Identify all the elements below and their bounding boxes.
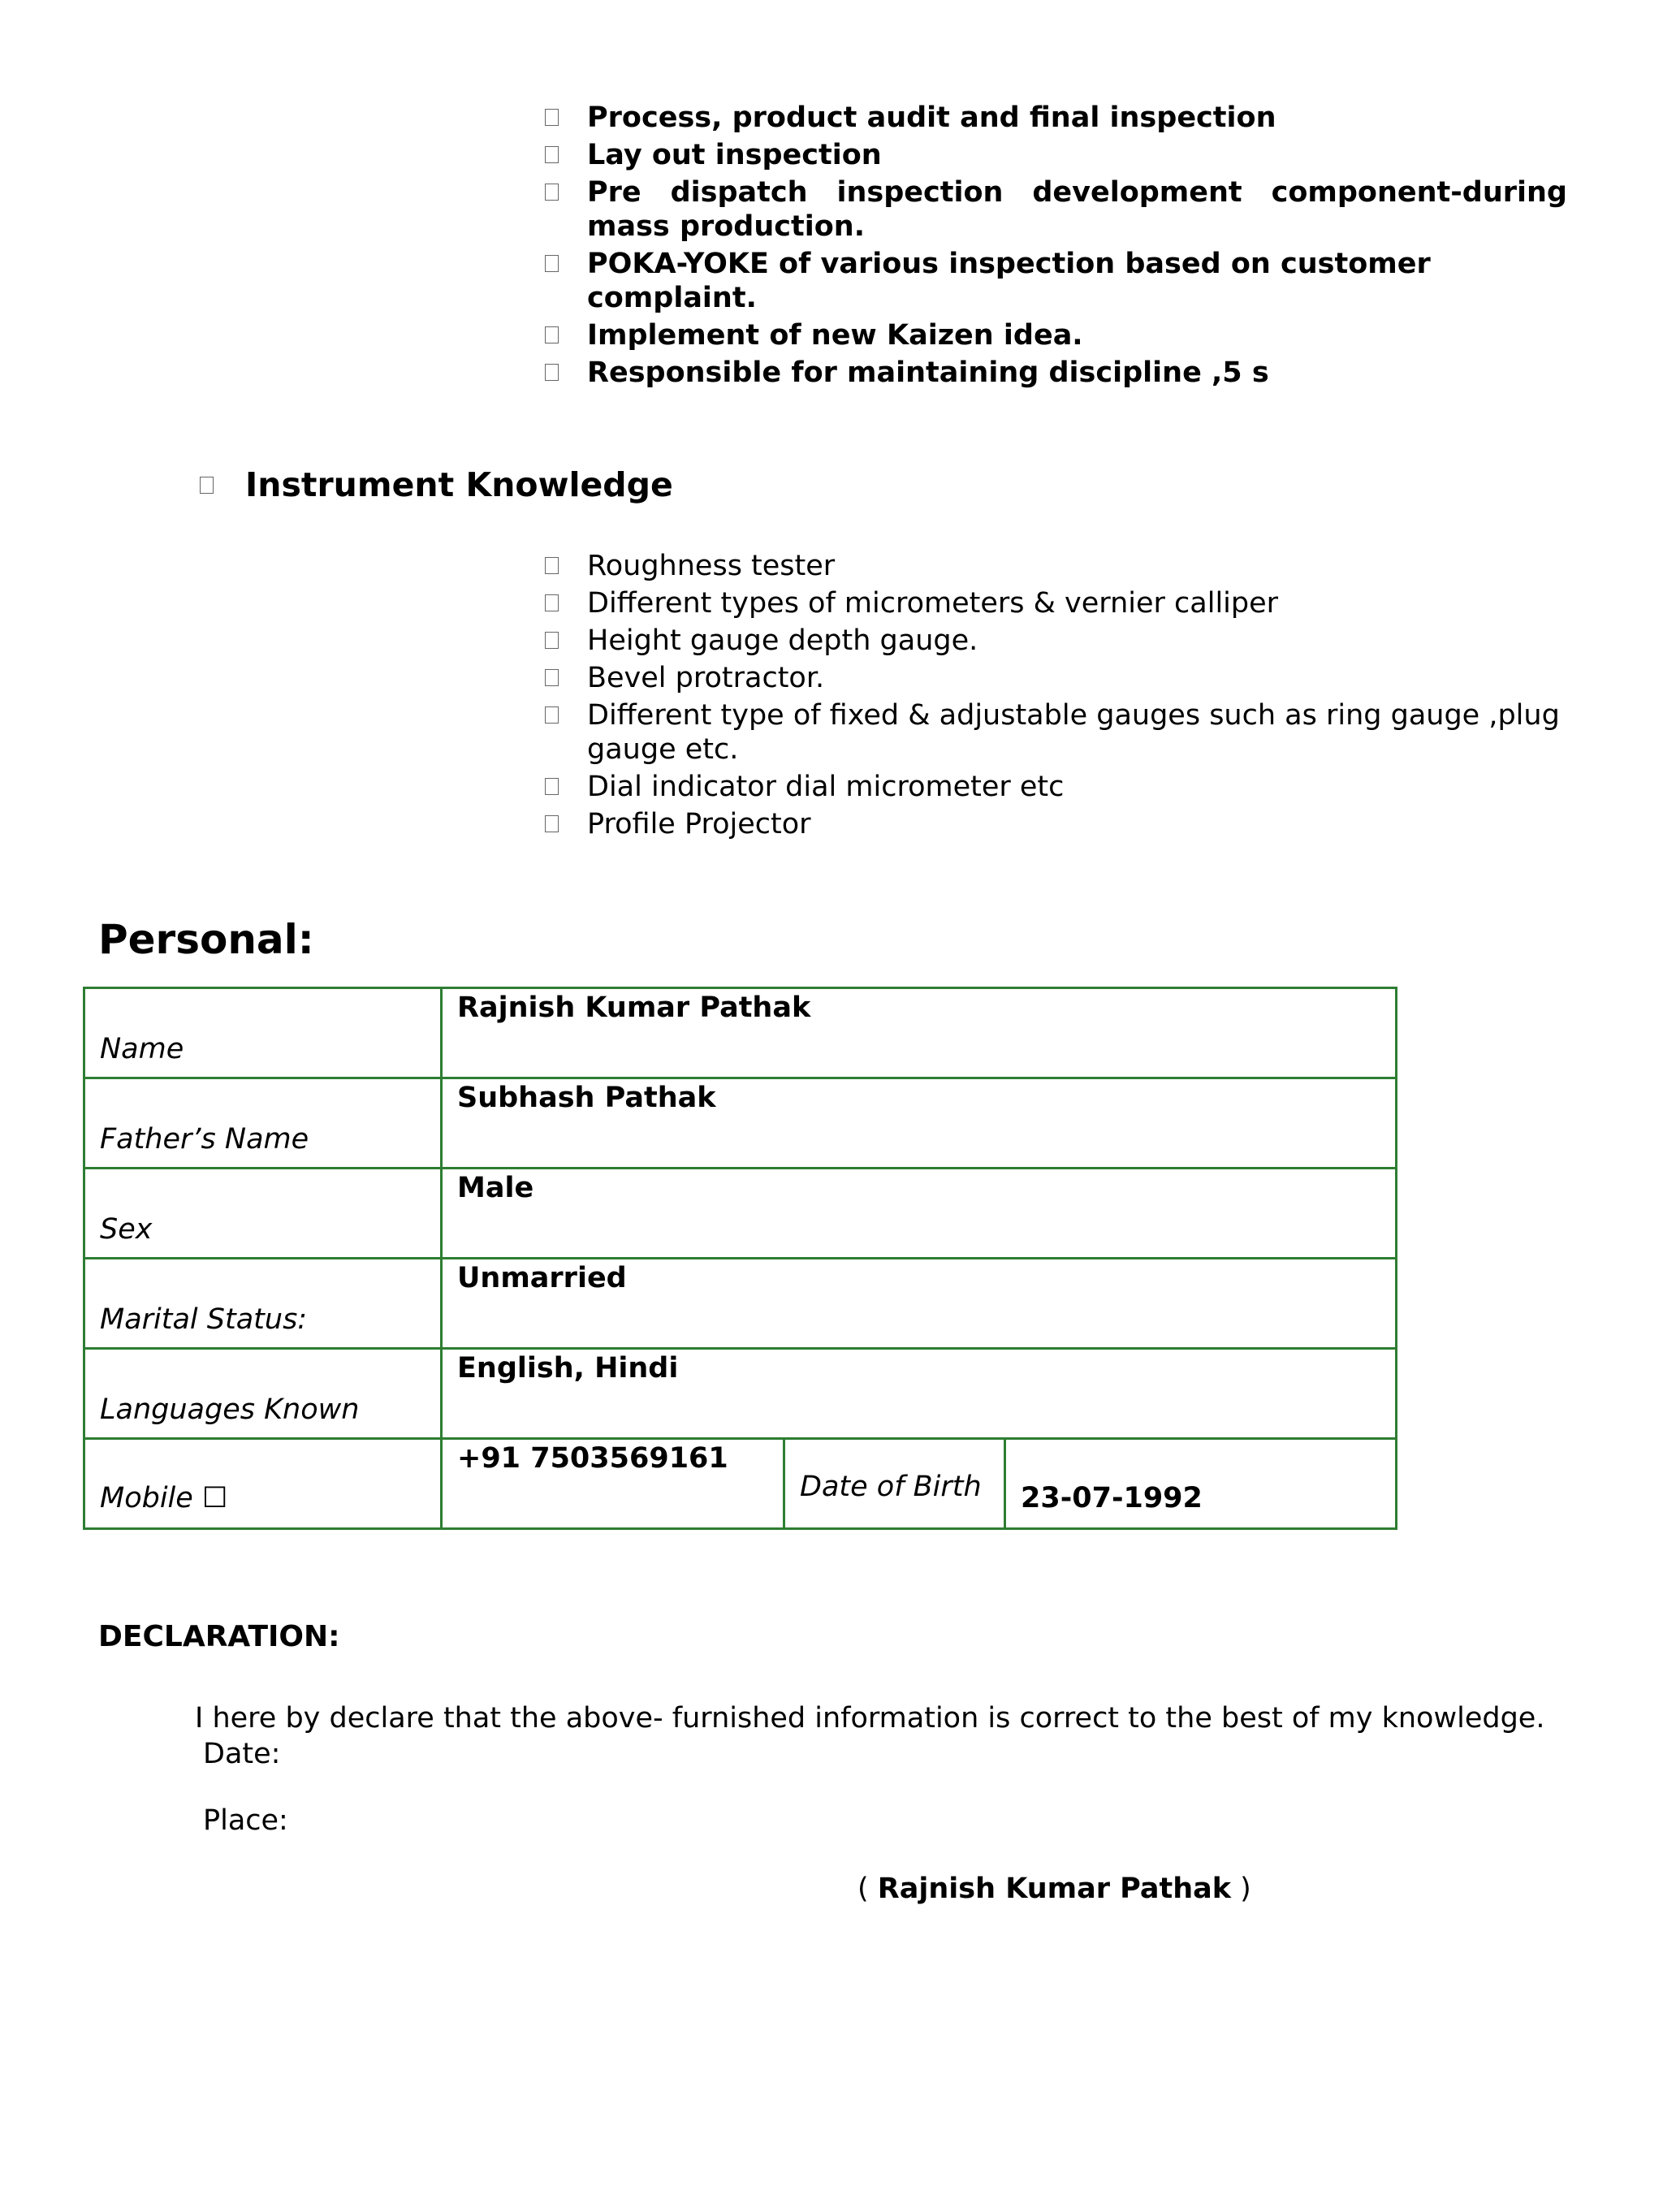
bullet-box-icon bbox=[545, 326, 559, 343]
table-row bbox=[84, 988, 1397, 1078]
bullet-box-icon bbox=[545, 815, 559, 832]
list-item: Implement of new Kaizen idea. bbox=[542, 318, 1567, 352]
list-item: Dial indicator dial micrometer etc bbox=[542, 770, 1567, 804]
list-item: Lay out inspection bbox=[542, 138, 1567, 172]
instrument-list bbox=[542, 549, 1567, 845]
list-item: Different types of micrometers & vernier calliper bbox=[542, 586, 1567, 620]
bullet-box-icon bbox=[545, 364, 559, 381]
bullet-box-icon bbox=[545, 255, 559, 272]
marital-status-value-cell: Unmarried bbox=[442, 1259, 1397, 1349]
declaration-heading: DECLARATION: bbox=[98, 1620, 340, 1653]
name-value-cell: Rajnish Kumar Pathak bbox=[442, 988, 1397, 1078]
bullet-box-icon bbox=[545, 669, 559, 686]
list-item: Process, product audit and final inspection bbox=[542, 101, 1567, 135]
languages-value-cell: English, Hindi bbox=[442, 1349, 1397, 1439]
bullet-box-icon bbox=[545, 778, 559, 795]
list-item: Pre dispatch inspection development component-during mass production. bbox=[542, 175, 1567, 244]
father-name-value-cell: Subhash Pathak bbox=[442, 1078, 1397, 1169]
bullet-box-icon bbox=[545, 557, 559, 574]
mobile-value-cell: +91 7503569161 bbox=[442, 1439, 784, 1529]
personal-heading: Personal: bbox=[98, 916, 314, 963]
date-label: Date: bbox=[203, 1738, 281, 1770]
dob-value-cell: 23-07-1992 bbox=[1005, 1439, 1397, 1529]
table-row bbox=[84, 1439, 1397, 1529]
bullet-box-icon bbox=[545, 146, 559, 163]
bullet-box-icon bbox=[545, 109, 559, 126]
signature-name: ( Rajnish Kumar Pathak ) bbox=[857, 1873, 1251, 1905]
instrument-heading: Instrument Knowledge bbox=[200, 464, 673, 505]
responsibility-list bbox=[542, 101, 1567, 393]
list-item: Height gauge depth gauge. bbox=[542, 624, 1567, 658]
marital-status-label-cell: Marital Status: bbox=[84, 1259, 442, 1349]
list-item: Roughness tester bbox=[542, 549, 1567, 583]
father-name-label-cell: Father’s Name bbox=[84, 1078, 442, 1169]
personal-details-table bbox=[83, 987, 1397, 1530]
name-label-cell: Name bbox=[84, 988, 442, 1078]
declaration-text: I here by declare that the above- furnished information is correct to the best of my knowledge. bbox=[195, 1702, 1545, 1735]
table-row bbox=[84, 1078, 1397, 1169]
table-row bbox=[84, 1259, 1397, 1349]
bullet-box-icon bbox=[200, 477, 214, 494]
list-item: Profile Projector bbox=[542, 807, 1567, 841]
place-label: Place: bbox=[203, 1804, 288, 1837]
list-item: Different type of fixed & adjustable gauges such as ring gauge ,plug gauge etc. bbox=[542, 698, 1567, 767]
table-row bbox=[84, 1349, 1397, 1439]
list-item: Bevel protractor. bbox=[542, 661, 1567, 695]
bullet-box-icon bbox=[545, 184, 559, 201]
bullet-box-icon bbox=[545, 632, 559, 649]
list-item: POKA-YOKE of various inspection based on customer complaint. bbox=[542, 247, 1567, 315]
bullet-box-icon bbox=[545, 594, 559, 611]
bullet-box-icon bbox=[545, 706, 559, 724]
table-row bbox=[84, 1169, 1397, 1259]
sex-value-cell: Male bbox=[442, 1169, 1397, 1259]
languages-label-cell: Languages Known bbox=[84, 1349, 442, 1439]
sex-label-cell: Sex bbox=[84, 1169, 442, 1259]
mobile-label-cell: Mobile ☐ bbox=[84, 1439, 442, 1529]
list-item: Responsible for maintaining discipline ,5 s bbox=[542, 356, 1567, 390]
dob-label-cell: Date of Birth bbox=[784, 1439, 1005, 1529]
